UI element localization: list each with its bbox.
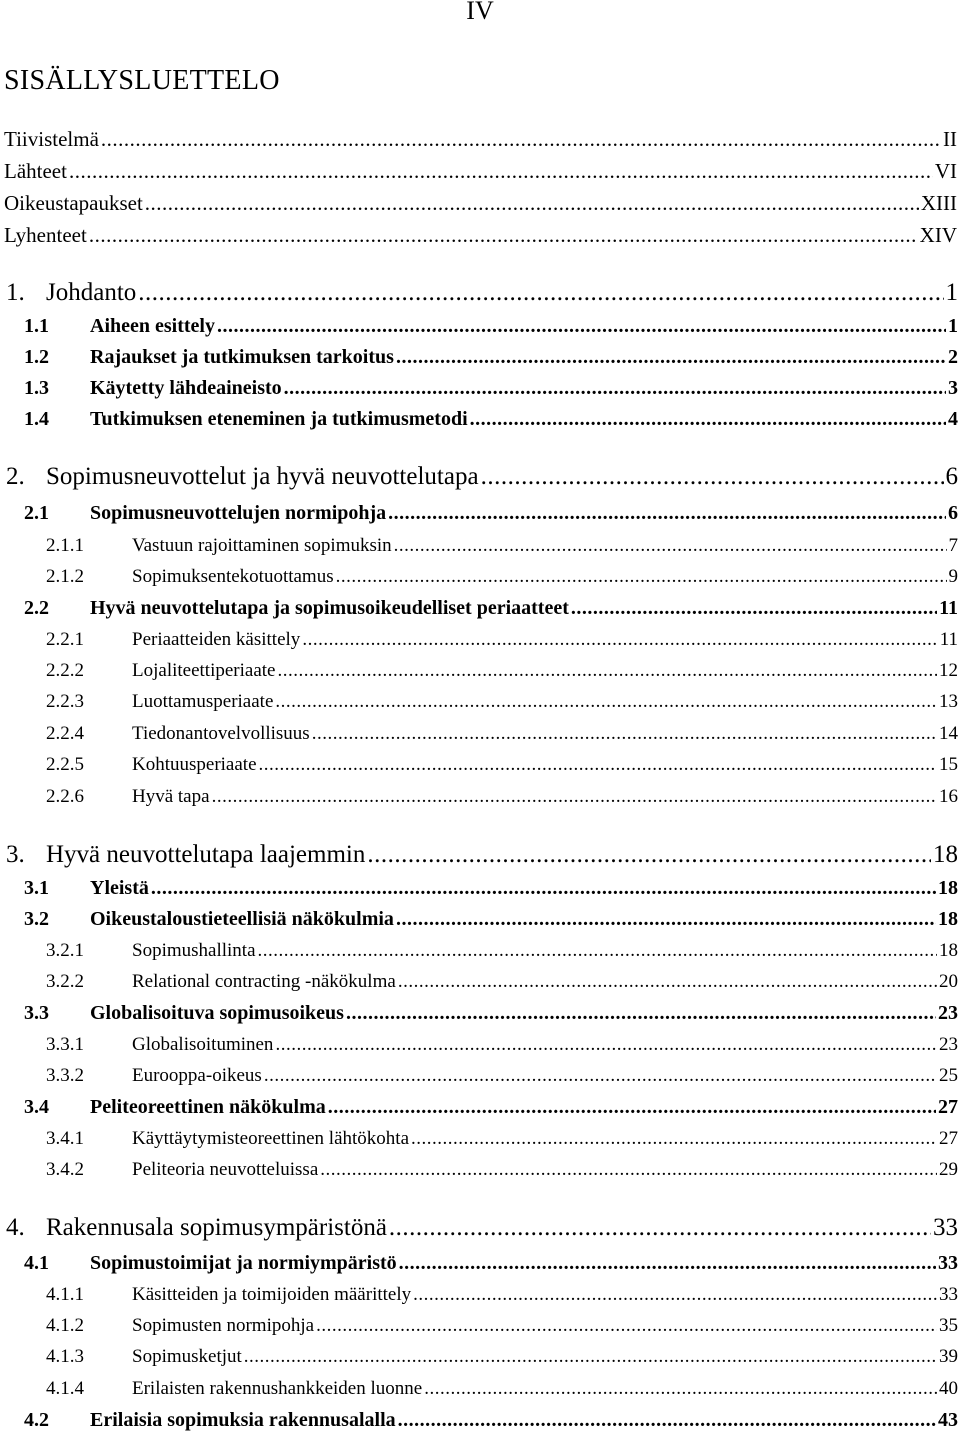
toc-subsection[interactable] [46, 535, 958, 557]
toc-subsection[interactable] [46, 1159, 958, 1181]
page-number: IV [466, 0, 494, 25]
toc-subsection[interactable] [46, 1284, 958, 1306]
toc-leader-dots [89, 223, 918, 248]
toc-subsection[interactable] [46, 754, 958, 776]
toc-leader-dots [398, 971, 937, 993]
toc-entry-label: Erilaisten rakennushankkeiden luonne [132, 1378, 423, 1399]
toc-leader-dots [258, 940, 938, 962]
toc-entry-page: 6 [945, 463, 958, 490]
toc-leader-dots [399, 1252, 936, 1275]
toc-entry-label: Relational contracting -näkökulma [132, 971, 396, 992]
toc-entry-label: Peliteoreettinen näkökulma [90, 1096, 326, 1118]
toc-entry-label: Sopimusneuvottelut ja hyvä neuvottelutapa [46, 463, 479, 490]
toc-entry-page: 40 [939, 1378, 958, 1399]
toc-entry-number: 3.2.1 [46, 940, 84, 961]
toc-entry-label: Käsitteiden ja toimijoiden määrittely [132, 1284, 412, 1305]
toc-leader-dots [328, 1096, 936, 1119]
toc-entry-number: 1.4 [24, 408, 49, 430]
toc-entry-label: Kohtuusperiaate [132, 754, 257, 775]
toc-section[interactable] [24, 1409, 958, 1432]
toc-chapter-3[interactable] [6, 841, 958, 869]
toc-leader-dots [320, 1159, 937, 1181]
toc-leader-dots [367, 841, 931, 869]
toc-entry-page: 7 [948, 535, 958, 556]
toc-subsection[interactable] [46, 1128, 958, 1150]
toc-chapter-1[interactable] [6, 279, 958, 307]
toc-entry-number: 3.4.1 [46, 1128, 84, 1149]
toc-entry-page: 2 [948, 346, 958, 368]
toc-entry-label: Eurooppa-oikeus [132, 1065, 262, 1086]
toc-entry-label: Erilaisia sopimuksia rakennusalalla [90, 1409, 396, 1431]
toc-entry-number: 3.2 [24, 908, 49, 930]
toc-entry-page: XIII [920, 191, 957, 215]
toc-entry-label: Globalisoituva sopimusoikeus [90, 1002, 344, 1024]
toc-entry-number: 4. [6, 1214, 25, 1241]
toc-section[interactable] [24, 877, 958, 900]
toc-leader-dots [275, 691, 937, 713]
toc-subsection[interactable] [46, 786, 958, 808]
toc-entry-page: 23 [939, 1034, 958, 1055]
toc-entry-number: 3.4.2 [46, 1159, 84, 1180]
toc-entry-page: 39 [939, 1346, 958, 1367]
toc-entry-number: 4.1.3 [46, 1346, 84, 1367]
toc-entry-number: 1.1 [24, 315, 49, 337]
toc-subsection[interactable] [46, 1315, 958, 1337]
toc-leader-dots [424, 1378, 937, 1400]
toc-entry-label: Tiedonantovelvollisuus [132, 723, 310, 744]
toc-entry-number: 2. [6, 463, 25, 490]
toc-leader-dots [101, 127, 941, 152]
toc-entry-number: 4.1 [24, 1252, 49, 1274]
toc-entry-label: Vastuun rajoittaminen sopimuksin [132, 535, 392, 556]
toc-entry-number: 3.3 [24, 1002, 49, 1024]
toc-section[interactable] [24, 597, 958, 620]
toc-leader-dots [151, 877, 936, 900]
toc-subsection[interactable] [46, 1378, 958, 1400]
toc-entry-page: 4 [948, 408, 958, 430]
toc-entry-tiivistelma[interactable] [4, 127, 957, 152]
toc-section[interactable] [24, 502, 958, 525]
toc-leader-dots [138, 279, 943, 307]
toc-entry-label: Luottamusperiaate [132, 691, 274, 712]
toc-leader-dots [69, 159, 933, 184]
toc-section[interactable] [24, 346, 958, 369]
toc-subsection[interactable] [46, 971, 958, 993]
toc-entry-label: Rajaukset ja tutkimuksen tarkoitus [90, 346, 394, 368]
toc-leader-dots [259, 754, 937, 776]
toc-chapter-4[interactable] [6, 1214, 958, 1242]
toc-section[interactable] [24, 908, 958, 931]
toc-entry-number: 3. [6, 841, 25, 868]
toc-entry-page: 1 [945, 279, 958, 306]
toc-leader-dots [346, 1002, 936, 1025]
toc-subsection[interactable] [46, 723, 958, 745]
toc-leader-dots [277, 660, 937, 682]
toc-leader-dots [394, 535, 947, 557]
toc-leader-dots [481, 463, 944, 491]
toc-entry-page: VI [934, 159, 957, 183]
toc-entry-oikeustapaukset[interactable] [4, 191, 957, 216]
toc-entry-label: Sopimusten normipohja [132, 1315, 315, 1336]
toc-entry-page: 25 [939, 1065, 958, 1086]
toc-entry-page: 23 [938, 1002, 958, 1024]
toc-entry-number: 3.4 [24, 1096, 49, 1118]
toc-leader-dots [388, 502, 946, 525]
toc-entry-label: Peliteoria neuvotteluissa [132, 1159, 319, 1180]
toc-entry-label: Globalisoituminen [132, 1034, 274, 1055]
toc-entry-label: Hyvä neuvottelutapa ja sopimusoikeudelliset periaatteet [90, 597, 569, 619]
toc-entry-number: 2.2 [24, 597, 49, 619]
toc-leader-dots [389, 1214, 931, 1242]
toc-subsection[interactable] [46, 1065, 958, 1087]
toc-entry-label: Rakennusala sopimusympäristönä [46, 1214, 387, 1241]
toc-entry-label: Oikeustapaukset [4, 191, 143, 215]
toc-entry-number: 2.2.1 [46, 629, 84, 650]
toc-leader-dots [217, 315, 946, 338]
toc-entry-number: 3.1 [24, 877, 49, 899]
toc-leader-dots [284, 377, 946, 400]
toc-entry-page: 12 [939, 660, 958, 681]
toc-subsection[interactable] [46, 940, 958, 962]
toc-section[interactable] [24, 408, 958, 431]
toc-entry-label: Käytetty lähdeaineisto [90, 377, 282, 399]
toc-entry-number: 1.2 [24, 346, 49, 368]
toc-entry-page: 27 [938, 1096, 958, 1118]
toc-entry-label: Aiheen esittely [90, 315, 215, 337]
toc-leader-dots [244, 1346, 937, 1368]
toc-subsection[interactable] [46, 566, 958, 588]
toc-entry-page: 18 [938, 877, 958, 899]
toc-entry-page: 20 [939, 971, 958, 992]
toc-entry-page: 16 [939, 786, 958, 807]
toc-entry-label: Sopimusneuvottelujen normipohja [90, 502, 387, 524]
toc-subsection[interactable] [46, 1034, 958, 1056]
toc-subsection[interactable] [46, 629, 958, 651]
toc-entry-page: 15 [939, 754, 958, 775]
toc-leader-dots [275, 1034, 937, 1056]
toc-leader-dots [571, 597, 937, 620]
toc-entry-number: 2.1.2 [46, 566, 84, 587]
toc-entry-page: 33 [939, 1284, 958, 1305]
toc-leader-dots [413, 1284, 937, 1306]
toc-entry-lyhenteet[interactable] [4, 223, 957, 248]
page-title: SISÄLLYSLUETTELO [4, 65, 280, 96]
toc-entry-page: 11 [939, 597, 958, 619]
toc-chapter-2[interactable] [6, 463, 958, 491]
toc-section[interactable] [24, 1252, 958, 1275]
toc-entry-page: 27 [939, 1128, 958, 1149]
toc-leader-dots [336, 566, 947, 588]
toc-entry-page: 18 [939, 940, 958, 961]
toc-entry-page: 33 [933, 1214, 958, 1241]
toc-entry-label: Oikeustaloustieteellisiä näkökulmia [90, 908, 394, 930]
toc-subsection[interactable] [46, 1346, 958, 1368]
toc-entry-page: 6 [948, 502, 958, 524]
toc-entry-number: 3.2.2 [46, 971, 84, 992]
toc-entry-page: 43 [938, 1409, 958, 1431]
toc-entry-page: XIV [919, 223, 957, 247]
toc-entry-page: 18 [933, 841, 958, 868]
toc-section[interactable] [24, 1096, 958, 1119]
toc-leader-dots [312, 723, 937, 745]
toc-entry-number: 2.2.2 [46, 660, 84, 681]
toc-entry-page: 3 [948, 377, 958, 399]
toc-leader-dots [212, 786, 937, 808]
toc-entry-number: 4.2 [24, 1409, 49, 1431]
toc-entry-number: 2.2.5 [46, 754, 84, 775]
toc-entry-lahteet[interactable] [4, 159, 957, 184]
toc-entry-page: 35 [939, 1315, 958, 1336]
toc-entry-page: 29 [939, 1159, 958, 1180]
toc-entry-label: Johdanto [46, 279, 137, 306]
toc-entry-label: Tutkimuksen eteneminen ja tutkimusmetodi [90, 408, 468, 430]
toc-entry-number: 4.1.4 [46, 1378, 84, 1399]
toc-entry-label: Käyttäytymisteoreettinen lähtökohta [132, 1128, 410, 1149]
toc-subsection[interactable] [46, 660, 958, 682]
toc-leader-dots [316, 1315, 937, 1337]
toc-entry-page: 13 [939, 691, 958, 712]
toc-section[interactable] [24, 315, 958, 338]
toc-leader-dots [411, 1128, 937, 1150]
toc-entry-label: Hyvä tapa [132, 786, 210, 807]
toc-entry-number: 2.1 [24, 502, 49, 524]
toc-entry-label: Sopimustoimijat ja normiympäristö [90, 1252, 397, 1274]
toc-leader-dots [398, 1409, 936, 1432]
toc-entry-page: 9 [948, 566, 958, 587]
toc-entry-label: Lyhenteet [4, 223, 87, 247]
toc-entry-label: Periaatteiden käsittely [132, 629, 301, 650]
toc-entry-label: Hyvä neuvottelutapa laajemmin [46, 841, 366, 868]
toc-entry-number: 2.2.4 [46, 723, 84, 744]
toc-entry-page: 1 [948, 315, 958, 337]
toc-entry-label: Yleistä [90, 877, 149, 899]
toc-entry-label: Sopimuksentekotuottamus [132, 566, 334, 587]
toc-leader-dots [264, 1065, 937, 1087]
toc-entry-number: 3.3.1 [46, 1034, 84, 1055]
toc-entry-number: 4.1.1 [46, 1284, 84, 1305]
toc-entry-number: 2.2.3 [46, 691, 84, 712]
toc-section[interactable] [24, 1002, 958, 1025]
toc-entry-label: Lähteet [4, 159, 67, 183]
toc-entry-page: 18 [938, 908, 958, 930]
toc-entry-label: Lojaliteettiperiaate [132, 660, 276, 681]
toc-entry-label: Tiivistelmä [4, 127, 99, 151]
toc-entry-page: 33 [938, 1252, 958, 1274]
toc-entry-number: 1.3 [24, 377, 49, 399]
toc-subsection[interactable] [46, 691, 958, 713]
toc-entry-page: 14 [939, 723, 958, 744]
toc-entry-number: 2.1.1 [46, 535, 84, 556]
toc-entry-label: Sopimushallinta [132, 940, 256, 961]
toc-entry-number: 1. [6, 279, 25, 306]
toc-entry-number: 4.1.2 [46, 1315, 84, 1336]
toc-entry-label: Sopimusketjut [132, 1346, 242, 1367]
toc-section[interactable] [24, 377, 958, 400]
toc-leader-dots [396, 908, 936, 931]
toc-entry-number: 3.3.2 [46, 1065, 84, 1086]
toc-leader-dots [302, 629, 937, 651]
toc-entry-page: II [943, 127, 957, 151]
toc-entry-number: 2.2.6 [46, 786, 84, 807]
toc-entry-page: 11 [939, 629, 958, 650]
toc-leader-dots [470, 408, 946, 431]
toc-leader-dots [145, 191, 919, 216]
toc-leader-dots [396, 346, 946, 369]
